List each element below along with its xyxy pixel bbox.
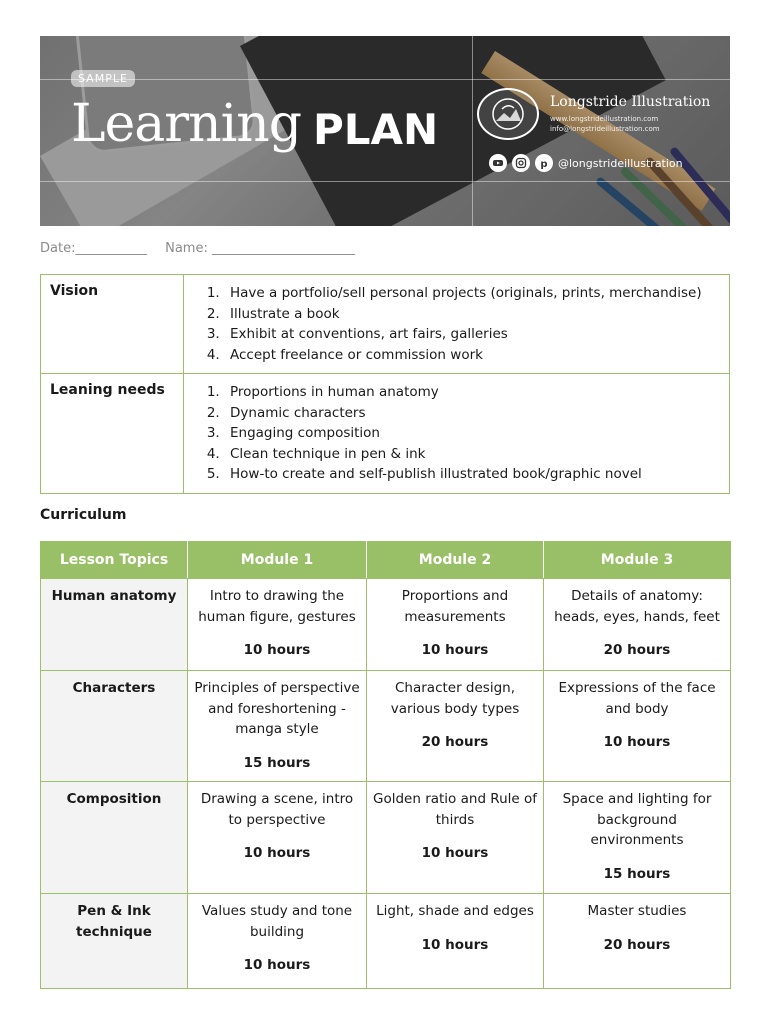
learning-needs-label: Leaning needs	[41, 374, 184, 494]
bird-logo-icon	[488, 97, 528, 131]
module-cell	[367, 782, 544, 894]
list-item: 5. How-to create and self-publish illustrated book/graphic novel	[224, 464, 715, 485]
module-cell	[367, 894, 544, 989]
topic-cell: Pen & Ink technique	[41, 894, 188, 989]
list-item: 2. Illustrate a book	[224, 304, 715, 325]
vision-row	[41, 275, 730, 374]
module-hours: 10 hours	[421, 845, 489, 861]
vision-table	[40, 274, 730, 494]
svg-text:p: p	[540, 159, 548, 169]
column-header-module-2: Module 2	[367, 542, 544, 579]
vision-list-cell	[184, 275, 730, 374]
page-title-learning: Learning	[71, 94, 302, 154]
curriculum-table	[40, 541, 731, 989]
learning-needs-list-cell	[184, 374, 730, 494]
name-field[interactable]: Name: ______________________	[165, 241, 355, 256]
module-cell	[544, 671, 731, 782]
module-cell	[188, 579, 367, 671]
module-description: Master studies	[587, 903, 687, 919]
module-hours: 15 hours	[243, 754, 311, 771]
sample-badge: SAMPLE	[71, 70, 135, 87]
curriculum-header-row	[41, 542, 731, 579]
list-item: 3. Exhibit at conventions, art fairs, galleries	[224, 324, 715, 345]
vision-label: Vision	[41, 275, 184, 374]
vision-list	[200, 283, 715, 365]
module-hours: 20 hours	[421, 734, 489, 750]
topic-cell: Composition	[41, 782, 188, 894]
youtube-icon[interactable]	[489, 154, 507, 172]
brand-name: Longstride Illustration	[550, 94, 711, 110]
module-description: Golden ratio and Rule of thirds	[373, 791, 537, 828]
brand-logo	[477, 88, 539, 140]
page-title-plan: PLAN	[313, 105, 439, 154]
module-cell	[367, 579, 544, 671]
table-row	[41, 579, 731, 671]
module-description: Character design, various body types	[390, 680, 520, 717]
module-description: Principles of perspective and foreshortening - manga style	[194, 680, 360, 737]
brand-email[interactable]: info@longstrideillustration.com	[550, 125, 660, 133]
topic-cell: Human anatomy	[41, 579, 188, 671]
module-hours: 10 hours	[603, 734, 671, 750]
module-hours: 10 hours	[421, 936, 489, 953]
module-cell	[544, 782, 731, 894]
module-hours: 10 hours	[421, 642, 489, 658]
topic-cell: Characters	[41, 671, 188, 782]
list-item: 2. Dynamic characters	[224, 403, 715, 424]
module-description: Space and lighting for background environments	[562, 791, 712, 848]
module-description: Light, shade and edges	[376, 903, 534, 919]
module-description: Details of anatomy: heads, eyes, hands, feet	[554, 588, 720, 625]
module-description: Values study and tone building	[201, 903, 353, 940]
list-item: 1. Have a portfolio/sell personal projects (originals, prints, merchandise)	[224, 283, 715, 304]
module-hours: 10 hours	[243, 845, 311, 861]
pinterest-icon[interactable]	[535, 154, 553, 172]
list-item: 1. Proportions in human anatomy	[224, 382, 715, 403]
column-header-module-1: Module 1	[188, 542, 367, 579]
learning-needs-row	[41, 374, 730, 494]
banner-rule	[472, 36, 473, 226]
module-description: Drawing a scene, intro to perspective	[200, 791, 354, 828]
module-cell	[188, 671, 367, 782]
module-hours: 15 hours	[603, 865, 671, 882]
module-cell	[188, 782, 367, 894]
header-banner	[40, 36, 730, 226]
module-description: Intro to drawing the human figure, gestures	[198, 588, 356, 625]
column-header-module-3: Module 3	[544, 542, 731, 579]
social-handle[interactable]: @longstrideillustration	[558, 157, 683, 170]
table-row	[41, 671, 731, 782]
module-cell	[367, 671, 544, 782]
module-cell	[544, 579, 731, 671]
module-description: Proportions and measurements	[401, 588, 509, 625]
date-name-row	[40, 241, 369, 256]
banner-rule	[40, 79, 730, 80]
table-row	[41, 894, 731, 989]
module-hours: 20 hours	[603, 642, 671, 658]
list-item: 3. Engaging composition	[224, 423, 715, 444]
module-hours: 10 hours	[243, 957, 311, 973]
module-cell	[188, 894, 367, 989]
module-description: Expressions of the face and body	[558, 680, 716, 717]
column-header-topics: Lesson Topics	[41, 542, 188, 579]
module-cell	[544, 894, 731, 989]
list-item: 4. Clean technique in pen & ink	[224, 444, 715, 465]
brand-website[interactable]: www.longstrideillustration.com	[550, 115, 659, 123]
instagram-icon[interactable]	[512, 154, 530, 172]
date-field[interactable]: Date:___________	[40, 241, 147, 256]
banner-rule	[40, 181, 730, 182]
table-row	[41, 782, 731, 894]
curriculum-heading: Curriculum	[40, 507, 127, 523]
module-hours: 20 hours	[603, 936, 671, 953]
module-hours: 10 hours	[243, 642, 311, 658]
list-item: 4. Accept freelance or commission work	[224, 345, 715, 366]
learning-needs-list	[200, 382, 715, 485]
